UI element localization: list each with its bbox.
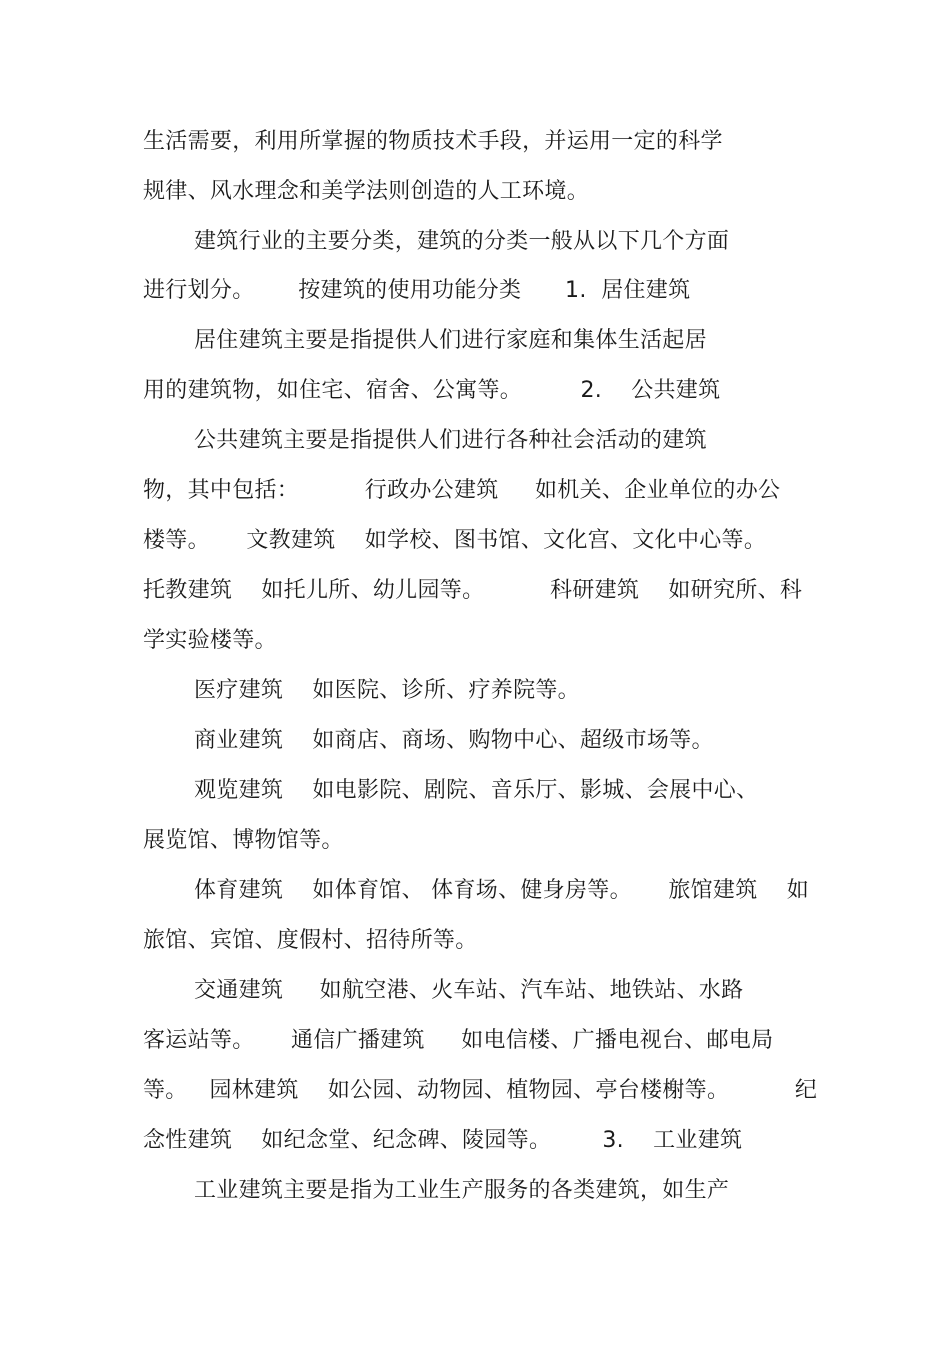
text-line: 客运站等。 通信广播建筑 如电信楼、广播电视台、邮电局: [143, 1028, 774, 1053]
text-line: 医疗建筑 如医院、诊所、疗养院等。: [194, 678, 580, 703]
text-line: 进行划分。 按建筑的使用功能分类 1. 居住建筑: [143, 278, 691, 303]
text-line: 体育建筑 如体育馆、 体育场、健身房等。 旅馆建筑 如: [194, 878, 810, 903]
text-line: 商业建筑 如商店、商场、购物中心、超级市场等。: [194, 728, 714, 753]
text-line: 建筑行业的主要分类，建筑的分类一般从以下几个方面: [194, 229, 730, 254]
text-line: 规律、风水理念和美学法则创造的人工环境。: [143, 179, 590, 204]
text-line: 观览建筑 如电影院、剧院、音乐厅、影城、会展中心、: [194, 778, 759, 803]
text-line: 交通建筑 如航空港、火车站、汽车站、地铁站、水路: [194, 978, 744, 1003]
text-line: 楼等。 文教建筑 如学校、图书馆、文化宫、文化中心等。: [143, 528, 767, 553]
text-line: 公共建筑主要是指提供人们进行各种社会活动的建筑: [194, 428, 707, 453]
text-line: 旅馆、宾馆、度假村、招待所等。: [143, 928, 478, 953]
text-line: 托教建筑 如托儿所、幼儿园等。 科研建筑 如研究所、科: [143, 578, 803, 603]
text-line: 工业建筑主要是指为工业生产服务的各类建筑，如生产: [194, 1178, 730, 1203]
text-line: 用的建筑物，如住宅、宿舍、公寓等。 2. 公共建筑: [143, 378, 721, 403]
text-line: 生活需要，利用所掌握的物质技术手段，并运用一定的科学: [143, 129, 723, 154]
text-line: 等。 园林建筑 如公园、动物园、植物园、亭台楼榭等。 纪: [143, 1078, 818, 1103]
text-line: 居住建筑主要是指提供人们进行家庭和集体生活起居: [194, 328, 707, 353]
text-line: 念性建筑 如纪念堂、纪念碑、陵园等。 3. 工业建筑: [143, 1128, 743, 1153]
text-line: 学实验楼等。: [143, 628, 277, 653]
text-line: 物，其中包括： 行政办公建筑 如机关、企业单位的办公: [143, 478, 781, 503]
text-line: 展览馆、博物馆等。: [143, 828, 344, 853]
